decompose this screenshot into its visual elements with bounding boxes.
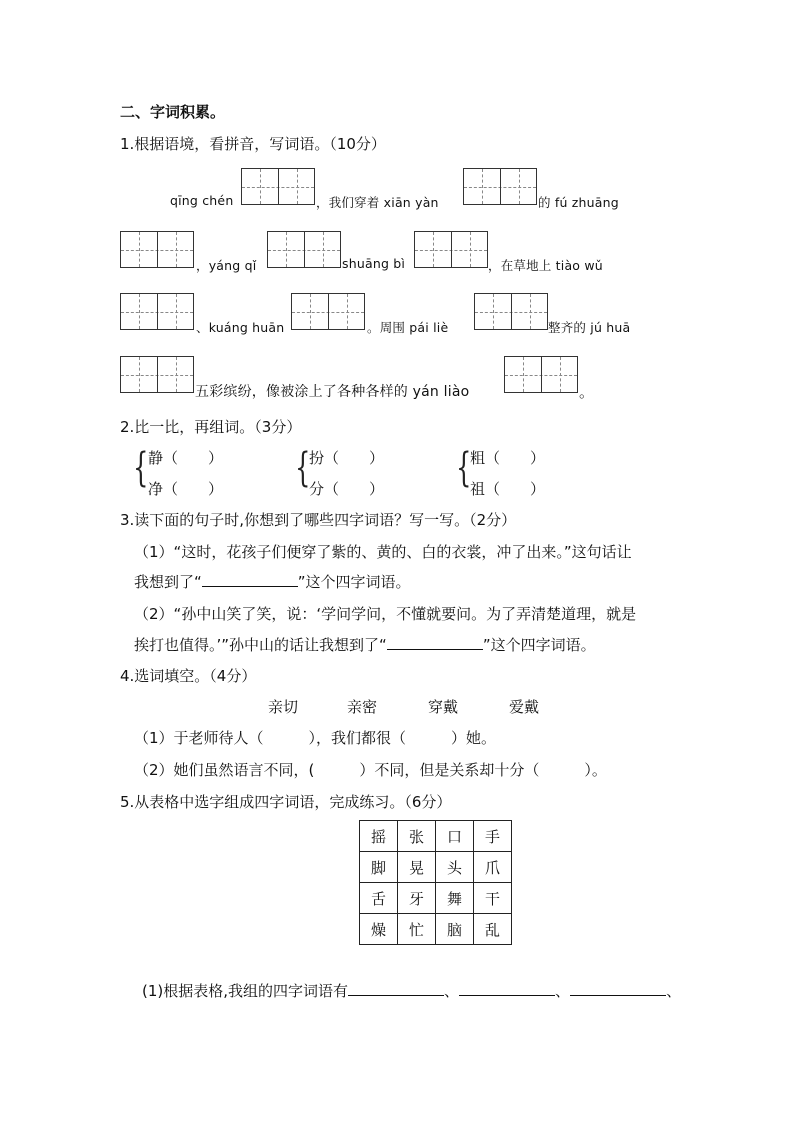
sentence-1a: （1）“这时，花孩子们便穿了紫的、黄的、白的衣裳，冲了出来。”这句话让 [134,543,632,561]
sentence-2b-pre: 挨打也值得。’”孙中山的话让我想到了“ [134,636,387,654]
separator: 、 [444,982,460,1000]
table-cell: 头 [436,852,474,883]
tianzi-box[interactable] [504,356,578,393]
section-title: 二、字词积累。 [120,103,226,121]
table-cell: 张 [398,821,436,852]
word-option: 爱戴 [509,698,540,716]
question-3-title: 3.读下面的句子时,你想到了哪些四字词语？写一写。（2分） [120,511,517,529]
table-row [360,914,512,945]
table-cell: 燥 [360,914,398,945]
answer-blank[interactable] [570,981,666,996]
question-2-title: 2.比一比，再组词。（3分） [120,418,302,436]
question-4-title: 4.选词填空。（4分） [120,667,257,685]
separator: 、 [666,982,682,1000]
word-option: 穿戴 [428,698,459,716]
compare-word: 粗（ ） [470,449,546,467]
pinyin-yang-qi: ，yáng qǐ [196,258,257,273]
table-cell: 脑 [436,914,474,945]
tianzi-box[interactable] [474,293,548,330]
sentence-1b-pre: 我想到了“ [134,573,202,591]
fill-sentence-1: （1）于老师待人（ ），我们都很（ ）她。 [134,729,497,747]
table-cell: 乱 [474,914,512,945]
table-cell: 摇 [360,821,398,852]
period: 。 [579,383,595,401]
word-option: 亲切 [268,698,299,716]
sentence-2a: （2）“孙中山笑了笑，说：‘学问学问，不懂就要问。为了弄清楚道理，就是 [134,605,637,623]
table-cell: 舞 [436,883,474,914]
table-cell: 爪 [474,852,512,883]
answer-blank[interactable] [459,981,555,996]
compare-word: 扮（ ） [309,449,385,467]
pinyin-kuang-huan: 、kuáng huān [196,320,285,335]
table-cell: 脚 [360,852,398,883]
table-cell: 牙 [398,883,436,914]
sentence-2b [134,634,596,655]
table-cell: 晃 [398,852,436,883]
table-row [360,883,512,914]
pinyin-qing-chen: qīng chén [170,193,234,208]
compare-word: 静（ ） [148,449,224,467]
pinyin-yan-liao: 五彩缤纷，像被涂上了各种各样的 yán liào [195,384,470,400]
tianzi-box[interactable] [414,231,488,268]
compare-word: 净（ ） [148,480,224,498]
question-1-title: 1.根据语境，看拼音，写词语。（10分） [120,135,386,153]
brace: { [295,445,311,491]
separator: 、 [555,982,571,1000]
tianzi-box[interactable] [120,356,194,393]
q5-sentence-1 [142,980,681,1001]
table-cell: 舌 [360,883,398,914]
tianzi-box[interactable] [463,168,537,205]
question-5-title: 5.从表格中选字组成四字词语，完成练习。（6分） [120,793,452,811]
word-option: 亲密 [347,698,378,716]
compare-word: 祖（ ） [470,480,546,498]
character-table [359,820,512,945]
answer-blank[interactable] [202,572,298,587]
brace: { [133,445,149,491]
compare-word: 分（ ） [309,480,385,498]
pinyin-fu-zhuang: 的 fú zhuāng [538,195,619,210]
pinyin-shuang-bi: shuāng bì [342,256,406,271]
answer-blank[interactable] [348,981,444,996]
tianzi-box[interactable] [241,168,315,205]
q5-sentence-1-text: (1)根据表格,我组的四字词语有 [142,982,349,1000]
tianzi-box[interactable] [267,231,341,268]
table-cell: 口 [436,821,474,852]
table-cell: 手 [474,821,512,852]
tianzi-box[interactable] [291,293,365,330]
pinyin-tiao-wu: ，在草地上 tiào wǔ [488,258,603,273]
sentence-1b-post: ”这个四字词语。 [297,573,411,591]
table-row [360,821,512,852]
pinyin-pai-lie: 。周围 pái liè [367,320,449,335]
answer-blank[interactable] [387,635,483,650]
fill-sentence-2: （2）她们虽然语言不同，( ）不同，但是关系却十分（ ）。 [134,761,607,779]
pinyin-xian-yan: ，我们穿着 xiān yàn [316,195,439,210]
table-cell: 忙 [398,914,436,945]
tianzi-box[interactable] [120,293,194,330]
brace: { [456,445,472,491]
tianzi-box[interactable] [120,231,194,268]
sentence-2b-post: ”这个四字词语。 [482,636,596,654]
pinyin-ju-hua: 整齐的 jú huā [548,320,631,335]
table-cell: 干 [474,883,512,914]
sentence-1b [134,571,411,592]
table-row [360,852,512,883]
